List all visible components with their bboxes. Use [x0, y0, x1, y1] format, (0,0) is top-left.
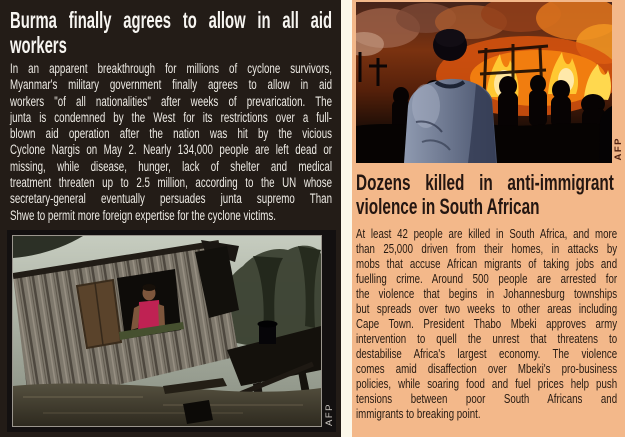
- text-line: Cape Town. President Thabo Mbeki approves army: [356, 316, 618, 331]
- text-line: In an apparent breakthrough for millions of cyclone survivors,: [10, 61, 333, 76]
- text-line: than 25,000 driven from their homes, in attacks by: [356, 241, 618, 256]
- text-line: policies, while soaring food and fuel prices help push: [356, 376, 618, 391]
- text-line: At least 42 people are killed in South Africa, and more: [356, 226, 618, 241]
- text-line: blown aid operation after the nation was hit by the vicious: [10, 126, 333, 142]
- text-line: workers "of all nationalities" after weeks of prevarication. The: [10, 93, 333, 109]
- text-line: comes amid disaffection over Mbeki's pro-business: [356, 361, 618, 376]
- text-line: Shwe to permit more foreign expertise for the cyclone victims.: [10, 207, 276, 223]
- fire-photo: [356, 2, 612, 163]
- text-line: tensions between poor South Africans and: [356, 391, 618, 406]
- text-line: Myanmar's military government finally agrees to allow in aid: [10, 77, 333, 93]
- cyclone-photo-art: [13, 236, 321, 426]
- text-line: immigrants to breaking point.: [356, 406, 481, 421]
- text-line: Burma finally agrees to allow in all aid: [10, 7, 332, 33]
- text-line: missing, while disease, hunger, lack of shelter and medical: [10, 158, 333, 174]
- text-line: mobs that accuse African migrants of taking jobs and: [356, 256, 618, 271]
- text-line: the violence that begins in Johannesburg townships: [356, 286, 618, 301]
- cyclone-photo: [12, 235, 322, 427]
- fire-photo-art: [356, 2, 612, 163]
- south-africa-body-text: [356, 226, 625, 421]
- south-africa-article-panel: [352, 0, 625, 437]
- cyclone-photo-frame: [7, 230, 336, 432]
- text-line: Cyclone Nargis on May 2. Nearly 134,000 people are left dead or: [10, 142, 333, 158]
- text-line: Dozens killed in anti-immigrant: [356, 170, 614, 195]
- text-line: violence in South African: [356, 193, 540, 219]
- text-line: destabilise Africa's largest economy. The violence: [356, 346, 618, 361]
- photo-credit-afp-right: AFP: [613, 137, 624, 161]
- text-line: junta is condemned by the West for its restrictions over a full-: [10, 109, 333, 125]
- text-line: but spreads over two weeks to other areas including: [356, 301, 618, 316]
- south-africa-headline: [356, 171, 625, 218]
- text-line: treatment threaten up to 2.5 million, according to the UN whose: [10, 175, 333, 191]
- text-line: intervention to quell the unrest that threatens to: [356, 331, 618, 346]
- photo-credit-afp-left: AFP: [324, 403, 335, 426]
- text-line: secretary-general eventually persuades junta supremo Than: [10, 191, 333, 207]
- text-line: workers: [10, 31, 67, 58]
- text-line: fuelling crime. Around 500 people are arrested for: [356, 271, 618, 286]
